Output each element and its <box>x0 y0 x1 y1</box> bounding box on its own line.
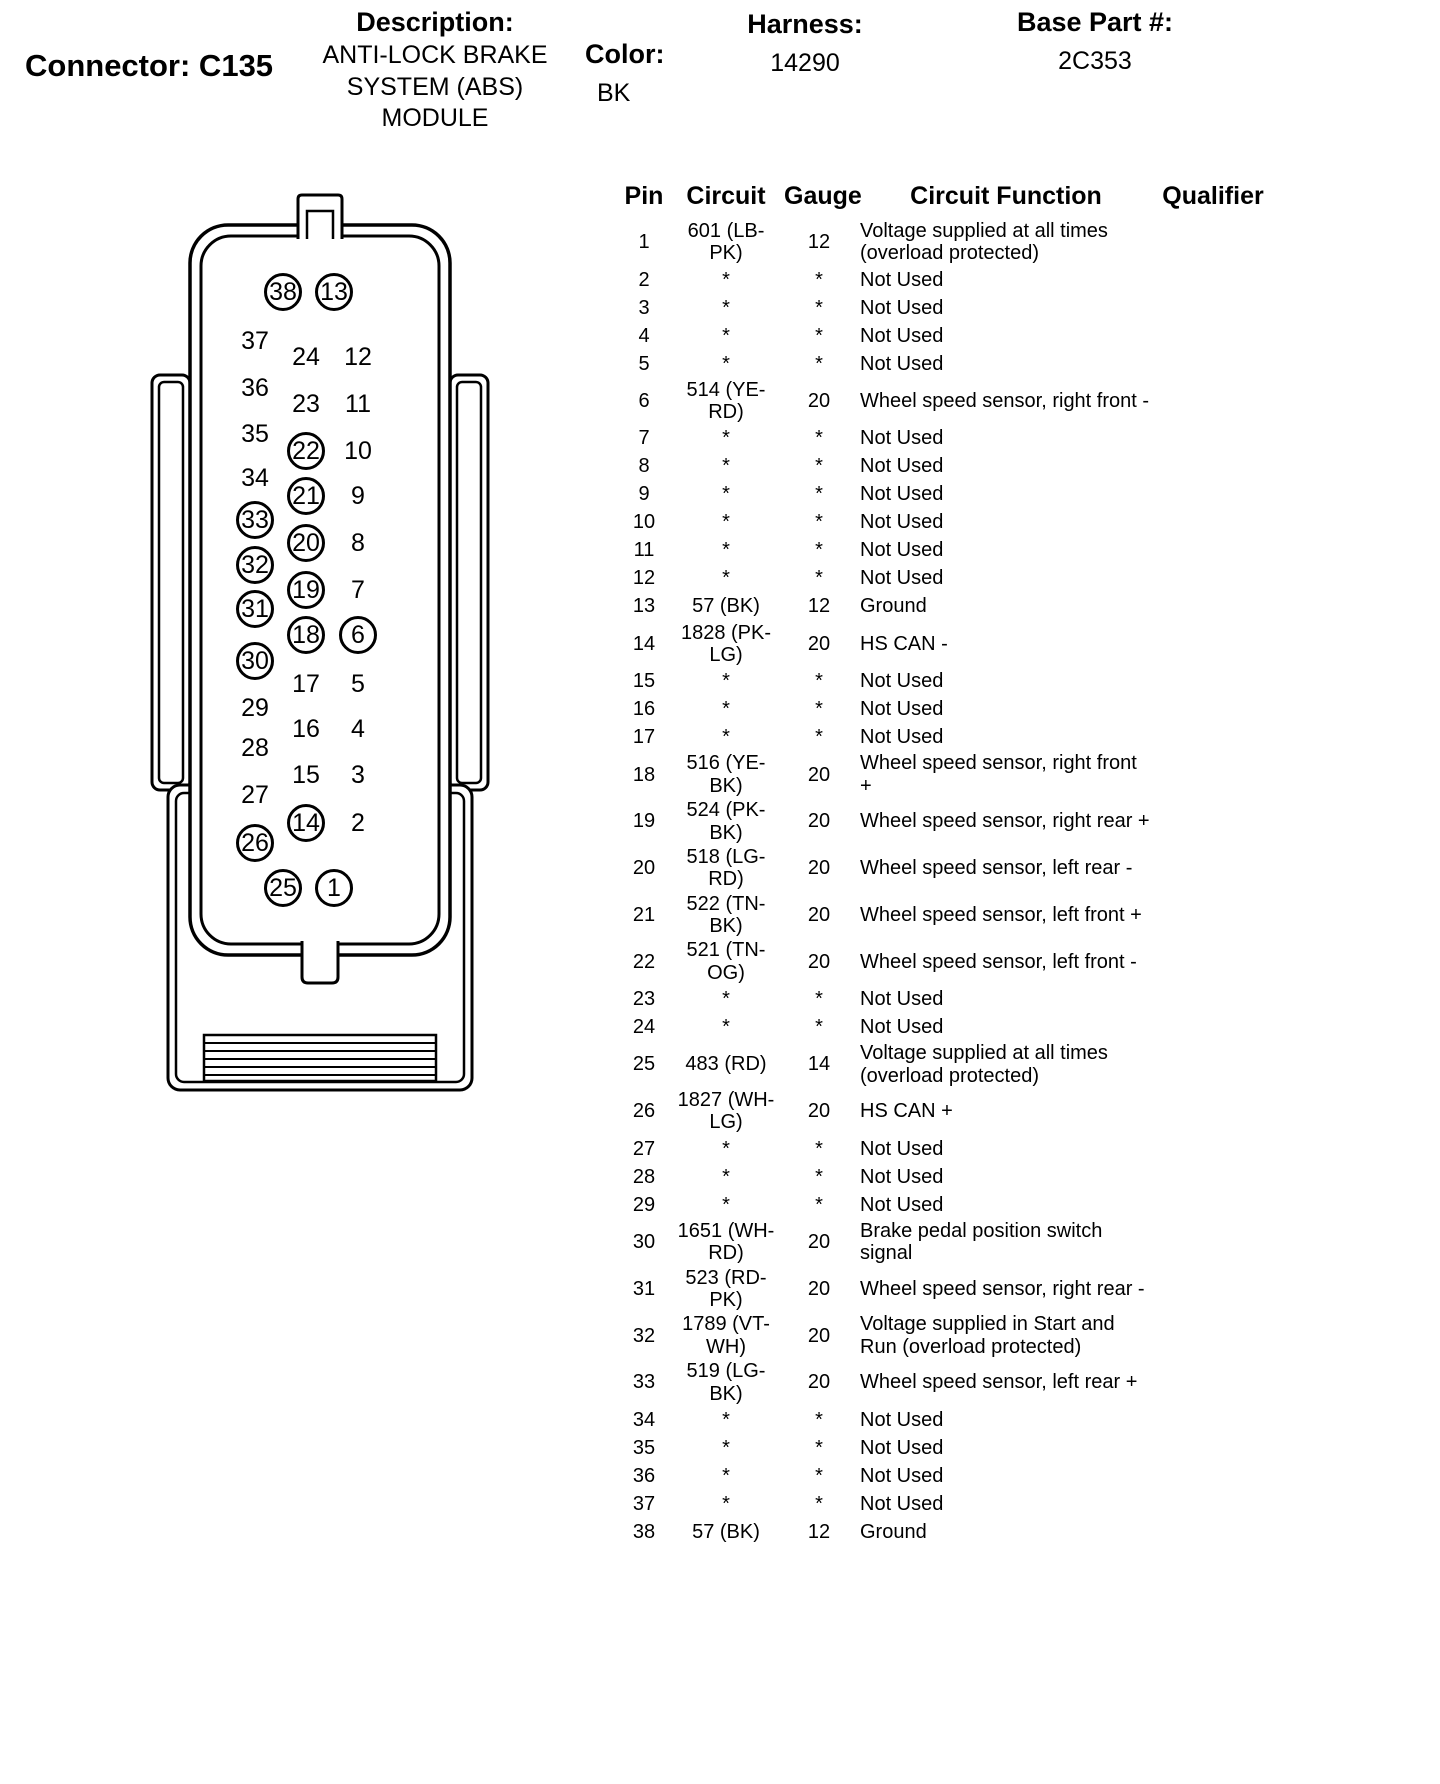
cell-pin: 9 <box>638 483 650 506</box>
pin-row-37 <box>620 1490 1286 1518</box>
pin-table-header <box>620 182 1286 211</box>
cell-func: Not Used <box>860 539 944 562</box>
connector-diagram <box>140 185 500 1105</box>
pin-32-circled: 32 <box>236 546 274 584</box>
cell-gauge: * <box>815 1193 823 1216</box>
pin-row-7 <box>620 425 1286 453</box>
pin-row-23 <box>620 985 1286 1013</box>
cell-pin: 15 <box>632 670 656 693</box>
pin-12: 12 <box>344 342 372 371</box>
cell-circuit: 1827 (WH-LG) <box>677 1089 775 1134</box>
pin-row-1 <box>620 219 1286 266</box>
cell-pin: 36 <box>632 1464 656 1487</box>
cell-gauge: 20 <box>807 389 831 412</box>
pin-row-26 <box>620 1088 1286 1135</box>
cell-circuit: * <box>722 1137 730 1160</box>
cell-pin: 25 <box>632 1053 656 1076</box>
cell-pin: 18 <box>632 763 656 786</box>
cell-func: Not Used <box>860 1492 944 1515</box>
pin-row-19 <box>620 798 1286 845</box>
pin-4: 4 <box>351 714 365 743</box>
pin-7: 7 <box>351 575 365 604</box>
cell-gauge: * <box>815 539 823 562</box>
cell-circuit: 601 (LB-PK) <box>687 220 765 265</box>
cell-circuit: 521 (TN-OG) <box>686 939 766 984</box>
cell-pin: 24 <box>632 1016 656 1039</box>
cell-pin: 17 <box>632 726 656 749</box>
pin-2: 2 <box>351 808 365 837</box>
cell-gauge: * <box>815 352 823 375</box>
pin-16: 16 <box>292 714 320 743</box>
pin-row-32 <box>620 1312 1286 1359</box>
cell-circuit: * <box>722 296 730 319</box>
cell-func: Not Used <box>860 988 944 1011</box>
pin-31-circled: 31 <box>236 590 274 628</box>
pin-11: 11 <box>345 389 371 418</box>
cell-circuit: 57 (BK) <box>692 595 760 618</box>
pin-37: 37 <box>241 326 269 355</box>
cell-func: Not Used <box>860 698 944 721</box>
cell-pin: 34 <box>632 1408 656 1431</box>
pin-row-2 <box>620 266 1286 294</box>
pin-29: 29 <box>241 693 269 722</box>
cell-func: Not Used <box>860 1016 944 1039</box>
cell-func: Not Used <box>860 427 944 450</box>
cell-gauge: 20 <box>807 763 831 786</box>
pin-row-18 <box>620 751 1286 798</box>
cell-gauge: * <box>815 483 823 506</box>
cell-pin: 23 <box>632 988 656 1011</box>
cell-pin: 4 <box>638 324 650 347</box>
pin-row-29 <box>620 1191 1286 1219</box>
pin-table <box>620 182 1286 1546</box>
cell-circuit: * <box>722 988 730 1011</box>
cell-gauge: 20 <box>807 857 831 880</box>
cell-gauge: 20 <box>807 1231 831 1253</box>
cell-circuit: * <box>722 427 730 450</box>
color-block <box>585 38 664 110</box>
cell-gauge: * <box>815 988 823 1011</box>
cell-func: Not Used <box>860 1408 944 1431</box>
pin-labels <box>140 185 500 1105</box>
cell-circuit: * <box>722 511 730 534</box>
cell-func: Wheel speed sensor, right rear + <box>860 810 1150 833</box>
cell-circuit: 522 (TN-BK) <box>686 892 766 938</box>
cell-pin: 5 <box>638 352 650 375</box>
cell-gauge: 20 <box>807 1324 831 1347</box>
pin-row-34 <box>620 1406 1286 1434</box>
cell-gauge: * <box>815 1137 823 1160</box>
cell-pin: 31 <box>632 1277 656 1300</box>
cell-func: Voltage supplied in Start and Run (overload protected) <box>860 1313 1115 1358</box>
pin-30-circled: 30 <box>236 642 274 680</box>
cell-circuit: 1651 (WH-RD) <box>677 1219 775 1265</box>
cell-func: Voltage supplied at all times (overload protected) <box>860 1042 1108 1087</box>
pin-25-circled: 25 <box>264 869 302 907</box>
cell-gauge: 20 <box>807 632 831 655</box>
cell-func: Not Used <box>860 296 944 319</box>
cell-circuit: * <box>722 268 730 291</box>
cell-circuit: * <box>722 1016 730 1039</box>
pin-24: 24 <box>292 342 320 371</box>
cell-func: Wheel speed sensor, left front - <box>860 950 1137 973</box>
pin-14-circled: 14 <box>287 804 325 842</box>
base-part-value: 2C353 <box>1058 47 1132 76</box>
cell-func: HS CAN + <box>860 1100 953 1123</box>
cell-gauge: 12 <box>807 595 831 618</box>
pin-28: 28 <box>241 733 269 762</box>
base-part-label: Base Part #: <box>1016 7 1174 37</box>
cell-circuit: * <box>722 539 730 562</box>
pin-row-6 <box>620 378 1286 425</box>
cell-func: Not Used <box>860 567 944 590</box>
pin-row-24 <box>620 1013 1286 1041</box>
color-value: BK <box>597 79 631 108</box>
pin-row-35 <box>620 1434 1286 1462</box>
pin-row-25 <box>620 1041 1286 1088</box>
cell-gauge: * <box>815 726 823 749</box>
cell-circuit: * <box>722 1436 730 1459</box>
cell-gauge: * <box>815 324 823 347</box>
cell-func: Wheel speed sensor, left rear + <box>860 1371 1138 1394</box>
cell-func: Wheel speed sensor, right front + <box>860 752 1137 797</box>
pin-row-11 <box>620 537 1286 565</box>
column-header-qualifier: Qualifier <box>1162 182 1264 210</box>
pin-23: 23 <box>292 389 320 418</box>
pin-18-circled: 18 <box>287 616 325 654</box>
cell-pin: 19 <box>632 810 656 833</box>
column-header-circuit-function: Circuit Function <box>910 182 1102 210</box>
cell-pin: 8 <box>638 455 650 478</box>
cell-circuit: * <box>722 698 730 721</box>
pin-20-circled: 20 <box>287 524 325 562</box>
cell-pin: 6 <box>638 389 650 412</box>
pin-5: 5 <box>351 669 365 698</box>
cell-gauge: 20 <box>807 950 831 973</box>
cell-gauge: 20 <box>807 1100 831 1123</box>
cell-gauge: 12 <box>807 231 831 254</box>
cell-pin: 37 <box>632 1492 656 1515</box>
harness-value: 14290 <box>770 49 840 78</box>
cell-pin: 26 <box>632 1100 656 1123</box>
pin-row-9 <box>620 481 1286 509</box>
pin-row-16 <box>620 695 1286 723</box>
cell-circuit: * <box>722 324 730 347</box>
cell-func: Not Used <box>860 483 944 506</box>
cell-func: Ground <box>860 1520 927 1543</box>
pin-26-circled: 26 <box>236 824 274 862</box>
color-label: Color: <box>585 39 665 69</box>
pin-38-circled: 38 <box>264 273 302 311</box>
pin-row-33 <box>620 1359 1286 1406</box>
pin-row-22 <box>620 938 1286 985</box>
cell-gauge: 20 <box>807 903 831 926</box>
pin-8: 8 <box>351 528 365 557</box>
pin-21-circled: 21 <box>287 477 325 515</box>
cell-circuit: 483 (RD) <box>685 1053 767 1076</box>
pin-35: 35 <box>241 419 269 448</box>
pin-9: 9 <box>351 481 365 510</box>
cell-circuit: 519 (LG-BK) <box>686 1360 766 1405</box>
cell-gauge: * <box>815 1408 823 1431</box>
pin-22-circled: 22 <box>287 432 325 470</box>
cell-gauge: * <box>815 296 823 319</box>
pin-19-circled: 19 <box>287 571 325 609</box>
cell-func: Not Used <box>860 455 944 478</box>
cell-pin: 29 <box>632 1193 656 1216</box>
cell-circuit: 1789 (VT-WH) <box>682 1313 770 1358</box>
cell-func: Not Used <box>860 268 944 291</box>
base-part-block <box>995 6 1195 78</box>
harness-block <box>725 8 885 80</box>
cell-gauge: * <box>815 1165 823 1188</box>
cell-pin: 22 <box>632 950 656 973</box>
cell-gauge: * <box>815 670 823 693</box>
cell-gauge: 20 <box>807 810 831 833</box>
column-header-gauge: Gauge <box>784 182 862 210</box>
pin-3: 3 <box>351 760 365 789</box>
pin-row-30 <box>620 1219 1286 1266</box>
cell-pin: 11 <box>633 539 655 562</box>
cell-func: Ground <box>860 595 927 618</box>
cell-func: Wheel speed sensor, right rear - <box>860 1277 1145 1300</box>
cell-func: Not Used <box>860 511 944 534</box>
cell-pin: 2 <box>638 268 650 291</box>
cell-pin: 3 <box>638 296 650 319</box>
cell-pin: 16 <box>632 698 656 721</box>
pin-row-15 <box>620 667 1286 695</box>
cell-pin: 14 <box>632 632 656 655</box>
cell-func: Not Used <box>860 1137 944 1160</box>
cell-circuit: 524 (PK-BK) <box>686 799 766 844</box>
cell-pin: 12 <box>632 567 656 590</box>
cell-circuit: * <box>722 567 730 590</box>
cell-func: Not Used <box>860 324 944 347</box>
pin-1-circled: 1 <box>315 869 353 907</box>
cell-circuit: * <box>722 352 730 375</box>
description-value: ANTI-LOCK BRAKE SYSTEM (ABS) MODULE <box>322 41 548 132</box>
cell-circuit: * <box>722 483 730 506</box>
pin-36: 36 <box>241 373 269 402</box>
cell-gauge: * <box>815 511 823 534</box>
column-header-pin: Pin <box>624 182 664 210</box>
pin-row-10 <box>620 509 1286 537</box>
cell-pin: 28 <box>632 1165 656 1188</box>
cell-gauge: * <box>815 455 823 478</box>
pin-row-21 <box>620 892 1286 939</box>
cell-pin: 38 <box>632 1520 656 1543</box>
cell-func: Not Used <box>860 1464 944 1487</box>
cell-circuit: 1828 (PK-LG) <box>680 621 772 666</box>
cell-gauge: 12 <box>807 1520 831 1543</box>
pin-row-5 <box>620 350 1286 378</box>
cell-circuit: 523 (RD-PK) <box>685 1266 767 1311</box>
cell-circuit: * <box>722 670 730 693</box>
pin-row-13 <box>620 593 1286 621</box>
description-label: Description: <box>356 7 514 37</box>
cell-circuit: * <box>722 726 730 749</box>
cell-func: Not Used <box>860 1165 944 1188</box>
pin-row-28 <box>620 1163 1286 1191</box>
cell-pin: 20 <box>632 857 656 880</box>
cell-pin: 7 <box>638 427 650 450</box>
pin-27: 27 <box>241 780 269 809</box>
pin-table-body <box>620 219 1286 1546</box>
pin-33-circled: 33 <box>236 501 274 539</box>
cell-circuit: * <box>722 1492 730 1515</box>
cell-pin: 35 <box>632 1436 656 1459</box>
cell-func: Not Used <box>860 1193 944 1216</box>
pin-row-27 <box>620 1135 1286 1163</box>
cell-func: Wheel speed sensor, right front - <box>860 389 1150 412</box>
cell-gauge: 20 <box>807 1371 831 1394</box>
cell-func: Wheel speed sensor, left rear - <box>860 857 1133 880</box>
cell-gauge: * <box>815 1492 823 1515</box>
cell-func: Not Used <box>860 352 944 375</box>
cell-circuit: * <box>722 1193 730 1216</box>
cell-func: Voltage supplied at all times (overload protected) <box>860 220 1108 265</box>
cell-gauge: * <box>815 427 823 450</box>
cell-gauge: 20 <box>807 1277 831 1300</box>
pin-13-circled: 13 <box>315 273 353 311</box>
cell-gauge: * <box>815 1464 823 1487</box>
cell-pin: 27 <box>632 1137 656 1160</box>
cell-circuit: 514 (YE-RD) <box>686 378 766 424</box>
pin-10: 10 <box>344 436 372 465</box>
cell-circuit: * <box>722 1464 730 1487</box>
cell-pin: 30 <box>632 1231 656 1253</box>
pin-row-31 <box>620 1266 1286 1313</box>
pin-15: 15 <box>292 760 320 789</box>
cell-gauge: * <box>815 567 823 590</box>
pin-17: 17 <box>292 669 320 698</box>
harness-label: Harness: <box>747 9 863 39</box>
pin-row-36 <box>620 1462 1286 1490</box>
cell-func: Brake pedal position switch signal <box>860 1219 1103 1265</box>
pin-row-12 <box>620 565 1286 593</box>
cell-circuit: * <box>722 455 730 478</box>
pin-row-14 <box>620 621 1286 668</box>
pin-6-circled: 6 <box>339 616 377 654</box>
cell-pin: 10 <box>632 511 656 534</box>
description-block <box>315 6 555 134</box>
pin-row-8 <box>620 453 1286 481</box>
column-header-circuit: Circuit <box>686 182 766 210</box>
cell-gauge: * <box>815 1016 823 1039</box>
pin-row-4 <box>620 322 1286 350</box>
cell-pin: 32 <box>632 1324 656 1347</box>
cell-pin: 13 <box>632 595 656 618</box>
cell-gauge: * <box>815 1436 823 1459</box>
cell-circuit: 516 (YE-BK) <box>686 752 766 797</box>
cell-circuit: 518 (LG-RD) <box>686 845 766 891</box>
cell-func: Not Used <box>860 1436 944 1459</box>
connector-title: Connector: C135 <box>25 48 274 83</box>
cell-pin: 21 <box>632 903 656 926</box>
pin-row-3 <box>620 294 1286 322</box>
cell-pin: 1 <box>638 231 650 254</box>
cell-circuit: * <box>722 1408 730 1431</box>
cell-gauge: * <box>815 698 823 721</box>
cell-gauge: 14 <box>807 1053 831 1076</box>
cell-func: Not Used <box>860 670 944 693</box>
pin-34: 34 <box>241 463 269 492</box>
cell-circuit: 57 (BK) <box>692 1520 760 1543</box>
cell-pin: 33 <box>632 1371 656 1394</box>
cell-func: Wheel speed sensor, left front + <box>860 903 1142 926</box>
cell-func: HS CAN - <box>860 632 948 655</box>
cell-circuit: * <box>722 1165 730 1188</box>
pin-row-17 <box>620 723 1286 751</box>
pin-row-38 <box>620 1518 1286 1546</box>
cell-gauge: * <box>815 268 823 291</box>
cell-func: Not Used <box>860 726 944 749</box>
pin-row-20 <box>620 845 1286 892</box>
